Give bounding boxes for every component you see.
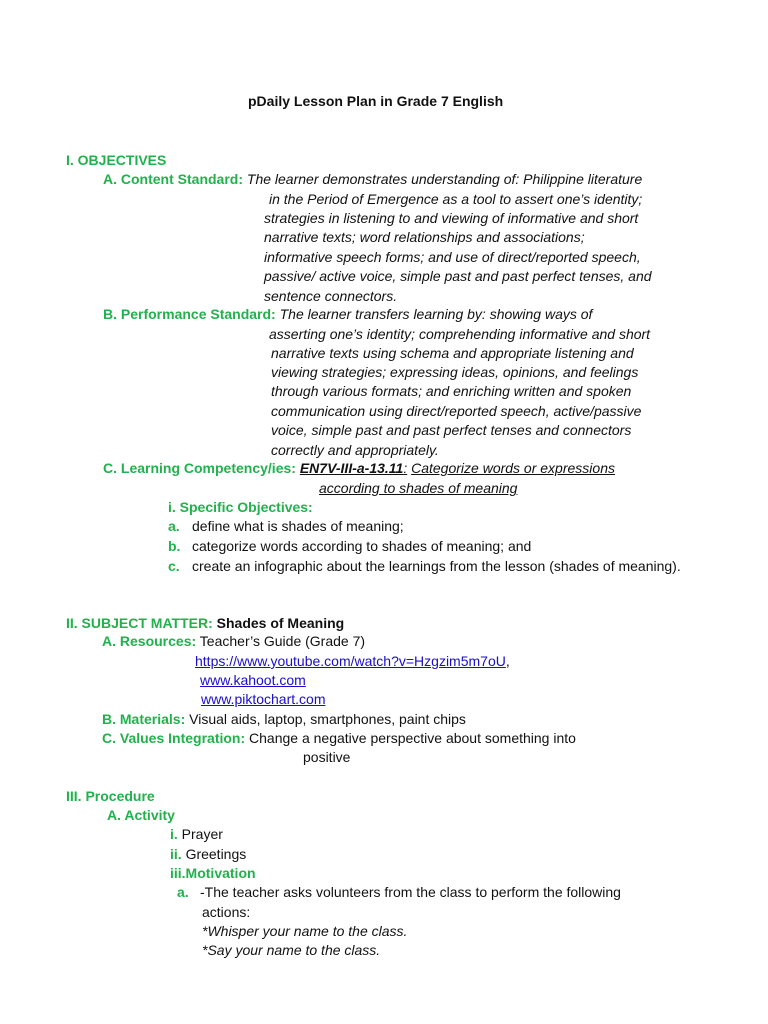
page-title: pDaily Lesson Plan in Grade 7 English: [248, 93, 504, 109]
performance-standard-text: The learner transfers learning by: showing ways of: [279, 306, 593, 322]
step-prayer-marker: i.: [170, 826, 178, 842]
objective-b-marker: b.: [168, 538, 181, 554]
subject-matter-heading: II. SUBJECT MATTER:: [66, 615, 213, 631]
kahoot-link[interactable]: www.kahoot.com: [200, 672, 306, 688]
performance-standard-label: Performance Standard:: [120, 306, 276, 322]
content-standard-line-5: informative speech forms; and use of direct/reported speech,: [264, 249, 641, 265]
performance-standard-line-8: correctly and appropriately.: [271, 442, 439, 458]
step-prayer-text: Prayer: [181, 826, 223, 842]
objective-b-text: categorize words according to shades of meaning; and: [192, 538, 532, 554]
values-line-1: [102, 729, 576, 748]
subject-matter-topic: Shades of Meaning: [216, 615, 345, 631]
performance-standard-line-7: voice, simple past and past perfect tenses and connectors: [271, 422, 632, 438]
learning-competency-marker: C.: [103, 460, 117, 476]
competency-code: EN7V-III-a-13.11: [299, 460, 404, 476]
content-standard-line-4: narrative texts; word relationships and associations;: [264, 229, 585, 245]
action-whisper: *Whisper your name to the class.: [202, 923, 408, 939]
performance-standard-line-2: asserting one’s identity; comprehending informative and short: [269, 326, 651, 342]
activity-heading: A. Activity: [107, 807, 175, 823]
content-standard-line-7: sentence connectors.: [264, 288, 398, 304]
subject-matter-line: [66, 614, 344, 633]
procedure-heading: III. Procedure: [66, 788, 155, 804]
competency-colon: :: [403, 460, 408, 476]
motivation-item-a-line-1: -The teacher asks volunteers from the class to perform the following: [200, 884, 621, 900]
performance-standard-line-1: [103, 305, 592, 324]
values-text-1: Change a negative perspective about something into: [249, 730, 576, 746]
learning-competency-label: Learning Competency/ies:: [120, 460, 296, 476]
performance-standard-line-3: narrative texts using schema and appropriate listening and: [271, 345, 634, 361]
content-standard-label: Content Standard:: [120, 171, 243, 187]
objective-c-text: create an infographic about the learnings from the lesson (shades of meaning).: [192, 558, 681, 574]
content-standard-marker: A.: [103, 171, 117, 187]
content-standard-line-6: passive/ active voice, simple past and past perfect tenses, and: [264, 268, 652, 284]
materials-text: Visual aids, laptop, smartphones, paint chips: [189, 711, 466, 727]
step-greetings: [170, 845, 246, 864]
piktochart-link[interactable]: www.piktochart.com: [201, 691, 326, 707]
action-say: *Say your name to the class.: [202, 942, 381, 958]
content-standard-line-3: strategies in listening to and viewing of informative and short: [264, 210, 639, 226]
motivation-item-a-line-2: actions:: [202, 904, 251, 920]
step-prayer: [170, 825, 223, 844]
step-greetings-text: Greetings: [185, 846, 247, 862]
resources-label: A. Resources:: [102, 633, 197, 649]
competency-text-1: Categorize words or expressions: [411, 460, 615, 476]
content-standard-line-1: [103, 170, 642, 189]
materials-label: B. Materials:: [102, 711, 186, 727]
resource-link-3-line: [201, 690, 325, 709]
step-greetings-marker: ii.: [170, 846, 182, 862]
content-standard-text: The learner demonstrates understanding of: Philippine literature: [246, 171, 643, 187]
link-comma: ,: [505, 653, 510, 669]
competency-text-2: according to shades of meaning: [319, 480, 518, 496]
content-standard-line-2: in the Period of Emergence as a tool to assert one’s identity;: [269, 191, 643, 207]
resource-link-1-line: [195, 652, 510, 671]
performance-standard-line-6: communication using direct/reported speech, active/passive: [271, 403, 642, 419]
values-text-2: positive: [303, 749, 351, 765]
performance-standard-marker: B.: [103, 306, 117, 322]
materials-line: [102, 710, 466, 729]
values-label: C. Values Integration:: [102, 730, 246, 746]
resources-line: [102, 632, 365, 651]
youtube-link[interactable]: https://www.youtube.com/watch?v=Hzgzim5m7oU: [195, 653, 506, 669]
specific-objectives-heading: i. Specific Objectives:: [168, 499, 313, 515]
performance-standard-line-4: viewing strategies; expressing ideas, opinions, and feelings: [271, 364, 639, 380]
performance-standard-line-5: through various formats; and enriching written and spoken: [271, 383, 632, 399]
resource-link-2-line: [200, 671, 306, 690]
objectives-heading: I. OBJECTIVES: [66, 152, 167, 168]
objective-a-text: define what is shades of meaning;: [192, 518, 404, 534]
objective-a-marker: a.: [168, 518, 180, 534]
resources-text: Teacher’s Guide (Grade 7): [199, 633, 366, 649]
learning-competency-line-1: [103, 459, 615, 478]
motivation-heading: iii.Motivation: [170, 865, 256, 881]
objective-c-marker: c.: [168, 558, 180, 574]
motivation-item-a-marker: a.: [177, 884, 189, 900]
